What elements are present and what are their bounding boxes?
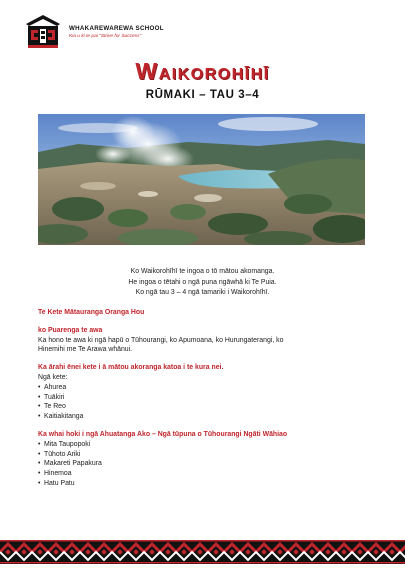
puarenga-text: Hinemihi me Te Arawa whānui. <box>38 346 133 354</box>
list-item: • Te Reo <box>38 402 368 412</box>
intro-line: Ko Waikorohīhī te ingoa o tō mātou akomanga. <box>130 268 275 275</box>
list-item: • Hinemoa <box>38 469 368 479</box>
kete-label: Ngā kete: <box>38 373 68 381</box>
puarenga-text: Ka hono te awa ki ngā hapū o Tūhourangi, ko Apumoana, ko Hurungaterangi, ko <box>38 336 284 344</box>
ako-heading: Ka whai hoki i ngā Ahuatanga Ako – Ngā tūpuna o Tūhourangi Ngāti Wāhiao <box>38 430 288 438</box>
intro-line: He ingoa o tētahi o ngā puna ngāwhā ki Te Puia. <box>128 278 277 286</box>
school-header <box>22 12 164 52</box>
geothermal-landscape-photo <box>38 114 365 245</box>
kete-heading: Te Kete Mātauranga Oranga Hou <box>38 309 145 316</box>
intro-line: Ko ngā tau 3 – 4 ngā tamariki i Waikorohīhī. <box>135 289 270 296</box>
taniko-border-pattern <box>0 540 405 564</box>
kete-list <box>38 383 368 422</box>
list-item: • Tuākiri <box>38 393 368 403</box>
puarenga-heading: ko Puarenga te awa <box>38 326 103 334</box>
list-item: • Hatu Patu <box>38 479 368 489</box>
list-item: • Ahurea <box>38 383 368 393</box>
school-logo-icon <box>22 12 64 52</box>
list-item: • Mita Taupopoki <box>38 440 368 450</box>
school-motto: Kia u ki te pai "Strive for Success" <box>69 34 142 39</box>
page-subtitle: RŪMAKI – TAU 3–4 <box>145 89 260 101</box>
list-item: • Tūhoto Ariki <box>38 450 368 460</box>
arahi-heading: Ka ārahi ēnei kete i ā mātou akoranga katoa i te kura nei. <box>38 364 224 372</box>
list-item: • Kaitiakitanga <box>38 412 368 422</box>
ako-list <box>38 440 368 489</box>
intro-paragraph <box>0 267 405 299</box>
school-name: WHAKAREWAREWA SCHOOL <box>69 25 164 32</box>
page-title: Waikorohīhī <box>135 58 270 84</box>
list-item: • Makareti Papakura <box>38 459 368 469</box>
body-content <box>38 308 368 489</box>
